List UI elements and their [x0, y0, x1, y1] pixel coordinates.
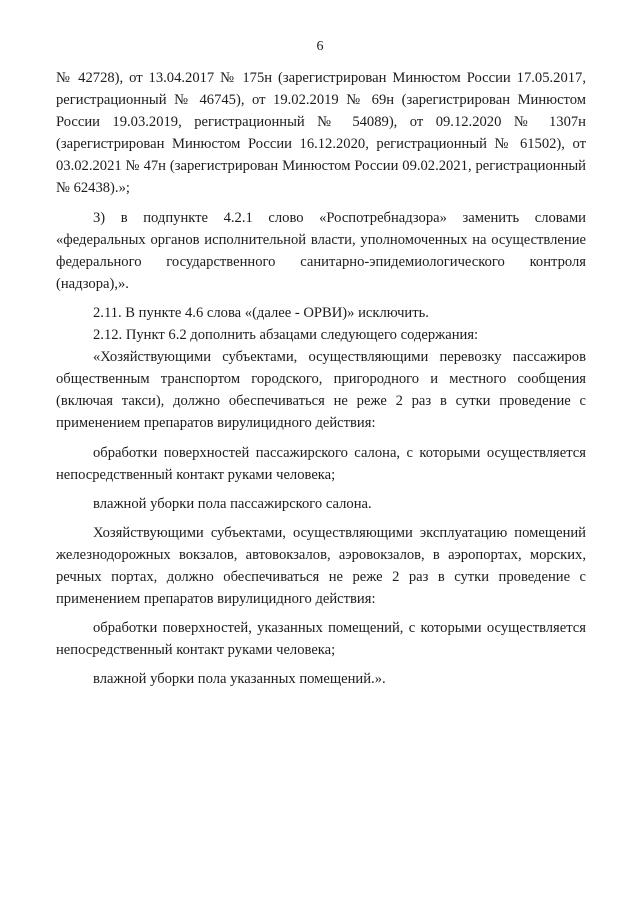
paragraph-2-11: 2.11. В пункте 4.6 слова «(далее - ОРВИ)» исключить. — [93, 304, 429, 321]
paragraph-transport-operators: «Хозяйствующими субъектами, осуществляющими перевозку пассажиров общественным транспортом городского, пригородного и местного сообщения (включая такси), должно обеспечиваться не реже 2 раз в сутки проведение с применением препаратов вирулицидного действия: — [56, 349, 586, 432]
paragraph-premises-surfaces: обработки поверхностей, указанных помещений, с которыми осуществляется непосредственный контакт руками человека; — [56, 620, 586, 659]
paragraph-station-operators: Хозяйствующими субъектами, осуществляющими эксплуатацию помещений железнодорожных вокзалов, автовокзалов, аэровокзалов, в аэропортах, морских, речных портах, должно обеспечиваться не реже 2 раз в сутки проведение с применением препаратов вирулицидного действия: — [56, 524, 586, 608]
paragraph-salon-floor: влажной уборки пола пассажирского салона. — [93, 495, 372, 512]
paragraph-salon-surfaces: обработки поверхностей пассажирского салона, с которыми осуществляется непосредственный контакт руками человека; — [56, 444, 586, 483]
paragraph-2-12: 2.12. Пункт 6.2 дополнить абзацами следующего содержания: — [93, 327, 479, 344]
paragraph-subpoint-3: 3) в подпункте 4.2.1 слово «Роспотребнадзора» заменить словами «федеральных органов исполнительной власти, уполномоченных на осуществление федерального государственного санитарно-эпидемиологического контроля (надзора),». — [56, 209, 586, 292]
paragraph-registration-list: № 42728), от 13.04.2017 № 175н (зарегистрирован Минюстом России 17.05.2017, регистрационный № 46745), от 19.02.2019 № 69н (зарегистрирован Минюстом России 19.03.2019, регистрационный № 54089), от 09.12.2020 № 1307н (зарегистрирован Минюстом России 16.12.2020, регистрационный № 61502), от 03.02.2021 № 47н (зарегистрирован Минюстом России 09.02.2021, регистрационный № 62438).»; — [56, 70, 586, 197]
document-body — [56, 67, 586, 690]
paragraph-premises-floor: влажной уборки пола указанных помещений.». — [93, 671, 386, 688]
page-number: 6 — [316, 39, 324, 54]
